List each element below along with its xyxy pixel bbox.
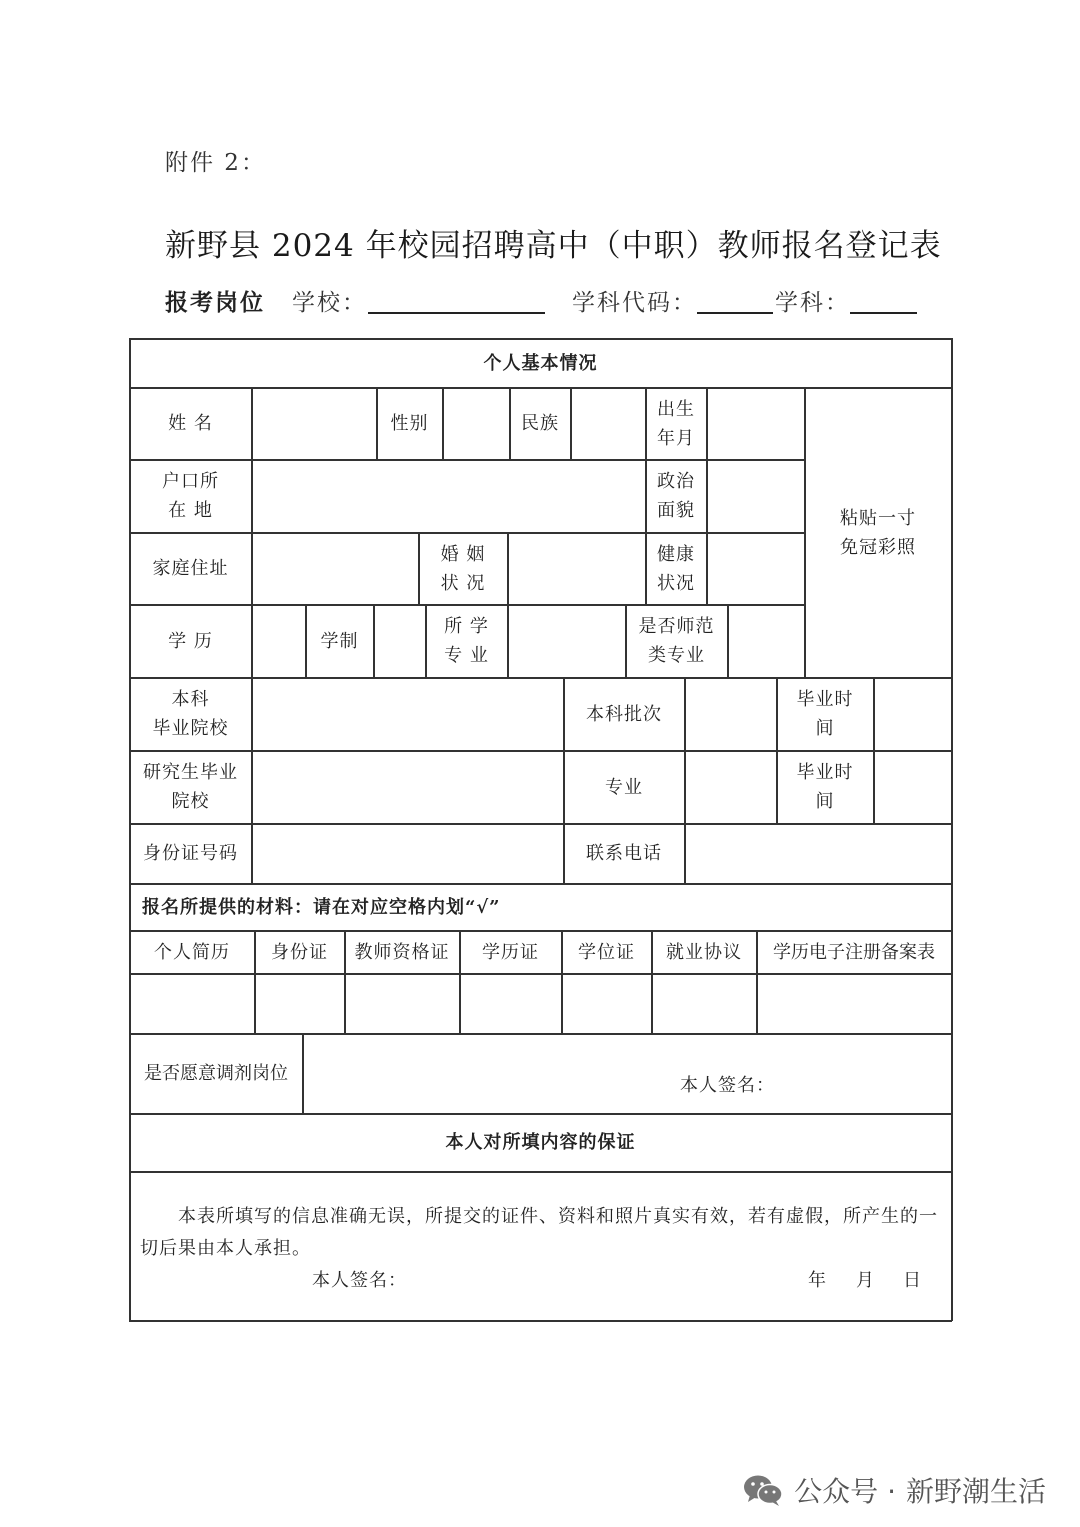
label-birth-date: 出生 年月 bbox=[657, 398, 695, 449]
checkbox-degree-cert[interactable] bbox=[562, 974, 651, 1033]
material-id-card-label: 身份证 bbox=[271, 941, 328, 963]
label-health: 健康 状况 bbox=[657, 543, 695, 594]
label-major: 专业 bbox=[605, 776, 643, 798]
label-home-address: 家庭住址 bbox=[152, 558, 229, 579]
input-phone[interactable] bbox=[685, 824, 951, 883]
school-label: 学校： bbox=[292, 290, 367, 316]
input-graduation-time-2[interactable] bbox=[874, 751, 951, 823]
input-gender[interactable] bbox=[443, 388, 509, 459]
apply-position-row bbox=[165, 284, 920, 324]
input-marital-status[interactable] bbox=[508, 533, 645, 604]
materials-instructions: 报名所提供的材料：请在对应空格内划“√” bbox=[142, 896, 501, 918]
input-major[interactable] bbox=[685, 751, 776, 823]
input-graduation-time-1[interactable] bbox=[874, 678, 951, 750]
label-ethnicity: 民族 bbox=[521, 413, 559, 434]
label-phone: 联系电话 bbox=[586, 843, 662, 864]
material-employment-agreement-label: 就业协议 bbox=[666, 941, 742, 963]
watermark-prefix: 公众号 · bbox=[794, 1475, 896, 1508]
signature-label-2: 本人签名： bbox=[312, 1270, 407, 1291]
subject-code-label: 学科代码： bbox=[572, 290, 697, 316]
input-major-studied[interactable] bbox=[508, 605, 625, 677]
material-diploma-label: 学历证 bbox=[482, 941, 539, 963]
label-marital-status: 婚 姻 状 况 bbox=[440, 543, 486, 594]
label-normal-major: 是否师范 类专业 bbox=[638, 616, 715, 666]
input-health[interactable] bbox=[707, 533, 804, 604]
input-undergrad-batch[interactable] bbox=[685, 678, 776, 750]
label-graduation-time-2: 毕业时 间 bbox=[796, 762, 854, 812]
input-hukou[interactable] bbox=[252, 460, 645, 532]
guarantee-text-line-2: 切后果由本人承担。 bbox=[140, 1238, 311, 1259]
input-birth-date[interactable] bbox=[707, 388, 804, 459]
label-undergrad-school: 本科 毕业院校 bbox=[152, 689, 229, 739]
photo-placeholder[interactable]: 粘贴一寸 免冠彩照 bbox=[840, 507, 916, 558]
school-blank[interactable] bbox=[368, 312, 545, 314]
input-political-status[interactable] bbox=[707, 460, 804, 532]
signature-label-1: 本人签名： bbox=[680, 1075, 775, 1096]
material-e-registration-label: 学历电子注册备案表 bbox=[773, 941, 935, 963]
label-undergrad-batch: 本科批次 bbox=[586, 703, 662, 725]
input-name[interactable] bbox=[252, 388, 376, 459]
input-schooling-length[interactable] bbox=[374, 605, 425, 677]
subject-label: 学科： bbox=[775, 290, 850, 316]
label-postgrad-school: 研究生毕业 院校 bbox=[143, 762, 238, 812]
guarantee-text-line-1: 本表所填写的信息准确无误，所提交的证件、资料和照片真实有效，若有虚假，所产生的一 bbox=[178, 1206, 938, 1227]
attachment-label: 附件 2： bbox=[165, 150, 266, 176]
document-title: 新野县 2024 年校园招聘高中（中职）教师报名登记表 bbox=[165, 228, 942, 264]
checkbox-diploma[interactable] bbox=[460, 974, 561, 1033]
checkbox-e-registration[interactable] bbox=[757, 974, 951, 1033]
label-gender: 性别 bbox=[390, 413, 429, 434]
material-resume-label: 个人简历 bbox=[154, 941, 230, 963]
material-teacher-cert-label: 教师资格证 bbox=[354, 941, 450, 963]
checkbox-resume[interactable] bbox=[130, 974, 254, 1033]
label-graduation-time-1: 毕业时 间 bbox=[796, 689, 854, 739]
input-ethnicity[interactable] bbox=[571, 388, 645, 459]
date-year: 年 bbox=[808, 1270, 827, 1291]
subject-blank[interactable] bbox=[850, 312, 917, 314]
input-postgrad-school[interactable] bbox=[252, 751, 563, 823]
label-schooling-length: 学制 bbox=[320, 630, 359, 652]
label-name: 姓 名 bbox=[168, 413, 213, 434]
section-personal-info: 个人基本情况 bbox=[483, 352, 598, 374]
wechat-icon bbox=[742, 1473, 784, 1507]
guarantee-title: 本人对所填内容的保证 bbox=[445, 1132, 636, 1153]
input-normal-major[interactable] bbox=[728, 605, 804, 677]
watermark bbox=[742, 1470, 1046, 1510]
checkbox-teacher-cert[interactable] bbox=[345, 974, 459, 1033]
label-accept-adjustment: 是否愿意调剂岗位 bbox=[144, 1063, 288, 1084]
label-education: 学 历 bbox=[168, 630, 213, 652]
label-hukou: 户口所 在 地 bbox=[162, 471, 219, 521]
watermark-account: 新野潮生活 bbox=[905, 1475, 1046, 1508]
checkbox-id-card[interactable] bbox=[255, 974, 344, 1033]
label-major-studied: 所 学 专 业 bbox=[444, 616, 489, 666]
subject-code-blank[interactable] bbox=[697, 312, 773, 314]
apply-position-label: 报考岗位 bbox=[165, 289, 265, 316]
input-accept-adjustment[interactable] bbox=[303, 1034, 951, 1113]
label-id-number: 身份证号码 bbox=[143, 843, 238, 864]
checkbox-employment-agreement[interactable] bbox=[652, 974, 756, 1033]
input-education[interactable] bbox=[252, 605, 305, 677]
input-home-address[interactable] bbox=[252, 533, 418, 604]
material-degree-cert-label: 学位证 bbox=[578, 941, 635, 963]
date-day: 日 bbox=[903, 1270, 922, 1291]
input-id-number[interactable] bbox=[252, 824, 563, 883]
date-month: 月 bbox=[856, 1270, 875, 1291]
input-undergrad-school[interactable] bbox=[252, 678, 563, 750]
label-political-status: 政治 面貌 bbox=[657, 471, 695, 521]
